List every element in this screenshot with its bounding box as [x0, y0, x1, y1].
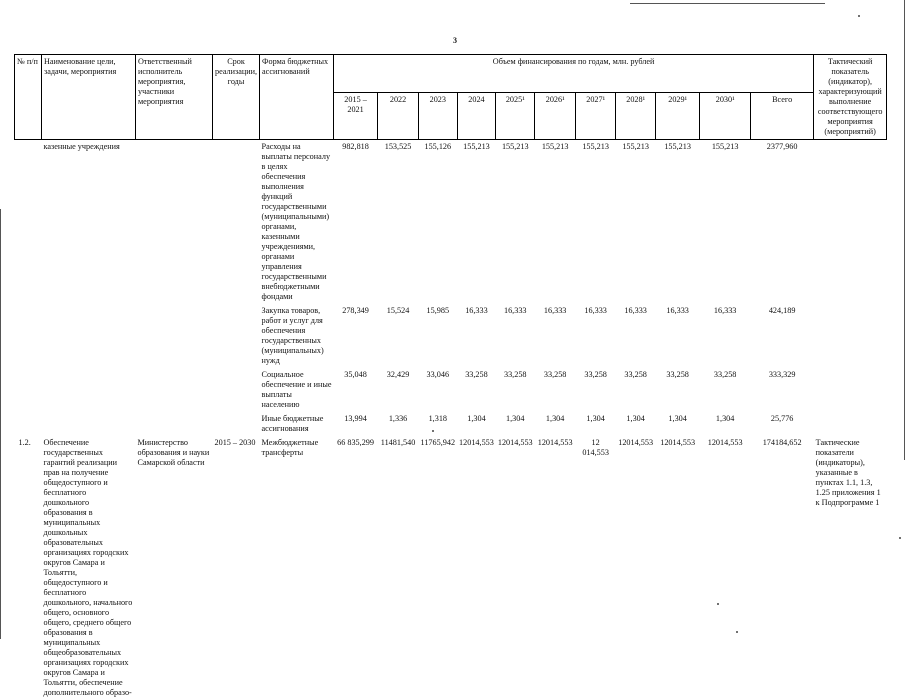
- cell-value: 155,213: [541, 142, 569, 151]
- scan-speck: [899, 537, 901, 539]
- row-indicator: Тактические показатели (индикаторы), указанные в пунктах 1.1, 1.3, 1.25 приложения 1 к Подпрограмме 1: [815, 438, 881, 507]
- scan-speck: [717, 603, 719, 605]
- cell-value: 66 835,299: [337, 438, 374, 447]
- cell-value: 155,213: [664, 142, 691, 151]
- table-row: [15, 304, 887, 368]
- cell-value: 16,333: [503, 306, 527, 315]
- cell-value: 16,333: [584, 306, 607, 315]
- cell-value: 11765,942: [420, 438, 456, 447]
- header-no: № п/п: [15, 55, 42, 140]
- cell-value: 278,349: [342, 306, 369, 315]
- row-executor: [136, 304, 213, 368]
- cell-value: 1,304: [467, 414, 486, 423]
- year-header: 2024: [457, 93, 496, 140]
- row-period: [213, 412, 260, 436]
- row-executor: [136, 140, 213, 305]
- cell-value: 982,818: [342, 142, 369, 151]
- cell-value: 33,258: [465, 370, 488, 379]
- row-number: [15, 412, 42, 436]
- scan-speck: [432, 430, 434, 432]
- row-executor: Министерство образования и науки Самарской области: [137, 438, 210, 467]
- header-form: Форма бюджетных ассигнований: [260, 55, 334, 140]
- row-indicator: [814, 368, 887, 412]
- cell-value: 155,213: [463, 142, 490, 151]
- header-period: Срок реализации, годы: [213, 55, 260, 140]
- cell-value: 1,336: [388, 414, 408, 423]
- cell-value: 15,985: [426, 306, 450, 315]
- cell-value: 32,429: [386, 370, 410, 379]
- year-header: 2027¹: [576, 93, 616, 140]
- year-header: 2023: [419, 93, 458, 140]
- cell-value: 33,258: [503, 370, 527, 379]
- scan-speck: [858, 15, 860, 17]
- year-header: 2028¹: [616, 93, 656, 140]
- row-number: [15, 140, 42, 305]
- header-funding: Объем финансирования по годам, млн. рублей: [334, 55, 814, 93]
- cell-value: 12014,553: [459, 438, 494, 447]
- cell-value: 155,126: [424, 142, 452, 151]
- cell-value: 1,304: [506, 414, 525, 423]
- cell-value: 11481,540: [380, 438, 416, 447]
- row-name: Обеспечение государственных гарантий реализации прав на получение общедоступного и бесплатного дошкольного образования в муниципальных дошкольных образовательных организациях городских округов Самара и Тольятти, общедоступного и бесплатного дошкольного, начального общего, основного общего, среднего общего образования в муниципальных общеобразовательных организациях городских округов Самара и Тольятти, обеспечение дополнительного образо-: [43, 438, 133, 697]
- cell-value: 1,304: [545, 414, 565, 423]
- year-header-total: Всего: [751, 93, 814, 140]
- year-header: 2030¹: [700, 93, 751, 140]
- cell-value: 12014,553: [618, 438, 654, 447]
- cell-value: 155,213: [582, 142, 609, 151]
- row-form: Расходы на выплаты персоналу в целях обеспечения выполнения функций государственными (муниципальными) органами, казенными учреждениями, органами управления государственными внебюджетными фондами: [261, 142, 331, 301]
- year-header: 2029¹: [656, 93, 700, 140]
- cell-value: 13,994: [344, 414, 367, 423]
- cell-total: 25,776: [770, 414, 794, 423]
- cell-value: 1,304: [668, 414, 687, 423]
- page-number: 3: [453, 36, 457, 45]
- row-name: казенные учреждения: [43, 142, 120, 151]
- cell-value: 12 014,553: [582, 438, 609, 457]
- scan-edge-line: [0, 209, 1, 639]
- cell-value: 12014,553: [537, 438, 573, 447]
- cell-value: 16,333: [624, 306, 647, 315]
- header-indicator: Тактический показатель (индикатор), характеризующий выполнение соответствующего мероприятия (мероприятий): [814, 55, 887, 140]
- cell-value: 16,333: [666, 306, 689, 315]
- table-row: [15, 412, 887, 436]
- row-period: [213, 368, 260, 412]
- row-number: [15, 304, 42, 368]
- scan-speck: [736, 631, 738, 633]
- row-indicator: [814, 304, 887, 368]
- row-name: [42, 304, 136, 368]
- row-period: [213, 304, 260, 368]
- row-form: Иные бюджетные ассигнования: [261, 414, 324, 433]
- year-header: 2026¹: [535, 93, 576, 140]
- row-name: [42, 412, 136, 436]
- cell-value: 35,048: [344, 370, 367, 379]
- cell-value: 33,258: [713, 370, 737, 379]
- cell-value: 12014,553: [707, 438, 743, 447]
- row-executor: [136, 368, 213, 412]
- cell-value: 16,333: [713, 306, 737, 315]
- header-name: Наименование цели, задачи, мероприятия: [42, 55, 136, 140]
- table-row: [15, 140, 887, 305]
- row-name: [42, 368, 136, 412]
- financing-table: [14, 54, 887, 700]
- cell-value: 16,333: [465, 306, 488, 315]
- cell-value: 15,524: [386, 306, 410, 315]
- cell-value: 12014,553: [660, 438, 696, 447]
- cell-value: 155,213: [711, 142, 739, 151]
- scan-edge-line: [630, 3, 825, 4]
- row-number: 1.2.: [18, 438, 31, 447]
- row-period: 2015 – 2030: [214, 438, 256, 447]
- cell-value: 1,304: [715, 414, 735, 423]
- cell-value: 1,304: [586, 414, 605, 423]
- cell-value: 153,525: [384, 142, 412, 151]
- row-form: Межбюджетные трансферты: [261, 438, 319, 457]
- year-header: 2015 – 2021: [334, 93, 378, 140]
- row-form: Социальное обеспечение и иные выплаты населению: [261, 370, 332, 409]
- cell-value: 155,213: [501, 142, 529, 151]
- cell-value: 1,318: [428, 414, 447, 423]
- row-indicator: [814, 140, 887, 305]
- cell-total: 424,189: [768, 306, 796, 315]
- year-header: 2025¹: [496, 93, 535, 140]
- cell-value: 1,304: [626, 414, 645, 423]
- cell-total: 2377,960: [766, 142, 798, 151]
- cell-value: 12014,553: [497, 438, 533, 447]
- table-row: [15, 368, 887, 412]
- cell-value: 33,258: [543, 370, 567, 379]
- cell-value: 33,258: [624, 370, 647, 379]
- cell-total: 333,329: [768, 370, 796, 379]
- cell-value: 16,333: [543, 306, 567, 315]
- year-header: 2022: [378, 93, 419, 140]
- header-executor: Ответственный исполнитель мероприятия, участники мероприятия: [136, 55, 213, 140]
- cell-value: 33,046: [426, 370, 450, 379]
- row-indicator: [814, 412, 887, 436]
- cell-value: 33,258: [666, 370, 689, 379]
- cell-value: 155,213: [622, 142, 649, 151]
- row-number: [15, 368, 42, 412]
- row-form: Закупка товаров, работ и услуг для обеспечения государственных (муниципальных) нужд: [261, 306, 324, 365]
- row-period: [213, 140, 260, 305]
- cell-value: 33,258: [584, 370, 607, 379]
- row-executor: [136, 412, 213, 436]
- table-row: [15, 436, 887, 700]
- cell-total: 174184,652: [762, 438, 802, 447]
